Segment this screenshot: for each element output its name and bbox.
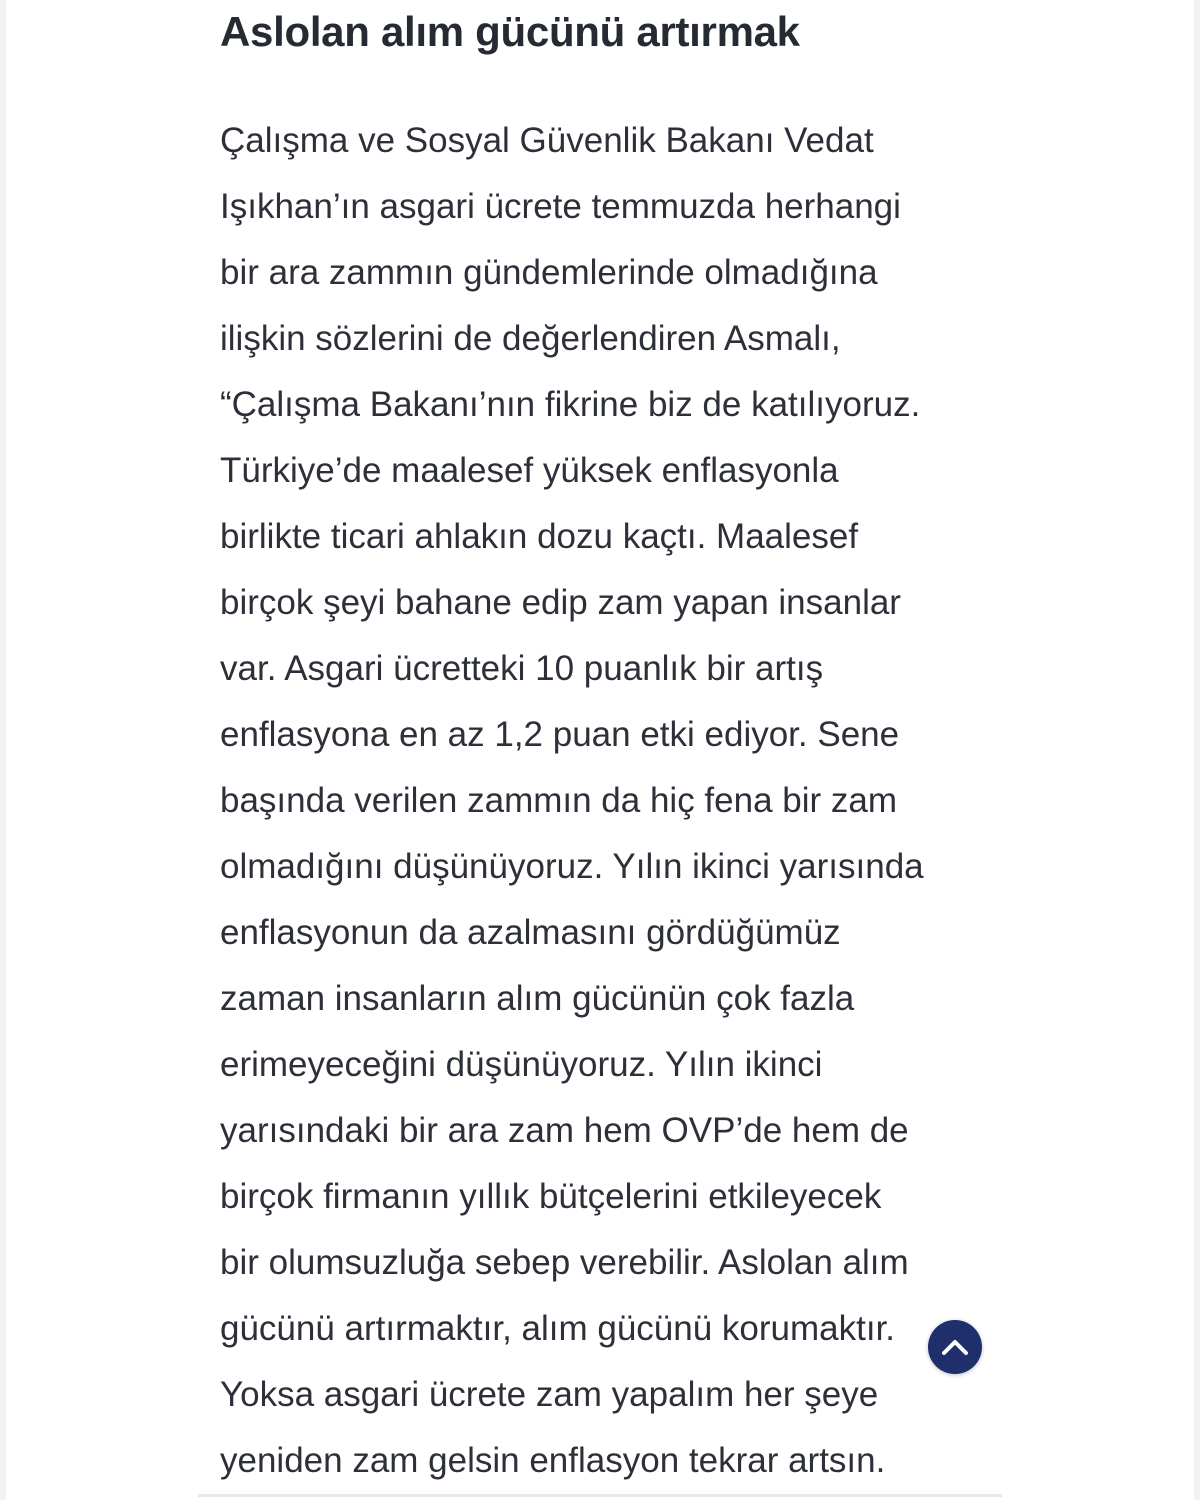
paragraph-line: birçok şeyi bahane edip zam yapan insanlar (220, 583, 901, 622)
paragraph-line: “Çalışma Bakanı’nın fikrine biz de katılıyoruz. (220, 385, 921, 424)
left-border (0, 0, 6, 1500)
paragraph-line: ilişkin sözlerini de değerlendiren Asmalı, (220, 319, 841, 358)
paragraph-line: başında verilen zammın da hiç fena bir zam (220, 781, 897, 820)
paragraph-line: gücünü artırmaktır, alım gücünü korumaktır. (220, 1309, 896, 1348)
scroll-to-top-button[interactable] (928, 1320, 982, 1374)
paragraph-line: Yoksa asgari ücrete zam yapalım her şeye (220, 1375, 879, 1414)
article-paragraph (220, 108, 1000, 1494)
paragraph-line: yeniden zam gelsin enflasyon tekrar artsın. (220, 1441, 886, 1480)
paragraph-line: bir olumsuzluğa sebep verebilir. Aslolan alım (220, 1243, 909, 1282)
paragraph-line: erimeyeceğini düşünüyoruz. Yılın ikinci (220, 1045, 823, 1084)
bottom-divider (198, 1494, 1002, 1497)
paragraph-line: yarısındaki bir ara zam hem OVP’de hem de (220, 1111, 909, 1150)
paragraph-line: olmadığını düşünüyoruz. Yılın ikinci yarısında (220, 847, 924, 886)
chevron-up-icon (941, 1338, 969, 1356)
article (220, 0, 1000, 1494)
paragraph-line: birlikte ticari ahlakın dozu kaçtı. Maalesef (220, 517, 859, 556)
paragraph-line: enflasyona en az 1,2 puan etki ediyor. Sene (220, 715, 900, 754)
paragraph-line: zaman insanların alım gücünün çok fazla (220, 979, 855, 1018)
paragraph-line: var. Asgari ücretteki 10 puanlık bir artış (220, 649, 824, 688)
paragraph-line: Işıkhan’ın asgari ücrete temmuzda herhangi (220, 187, 901, 226)
paragraph-line: Türkiye’de maalesef yüksek enflasyonla (220, 451, 839, 490)
paragraph-line: Çalışma ve Sosyal Güvenlik Bakanı Vedat (220, 121, 874, 160)
section-heading: Aslolan alım gücünü artırmak (220, 8, 800, 55)
paragraph-line: enflasyonun da azalmasını gördüğümüz (220, 913, 841, 952)
paragraph-line: birçok firmanın yıllık bütçelerini etkileyecek (220, 1177, 882, 1216)
right-border (1194, 0, 1200, 1500)
paragraph-line: bir ara zammın gündemlerinde olmadığına (220, 253, 878, 292)
